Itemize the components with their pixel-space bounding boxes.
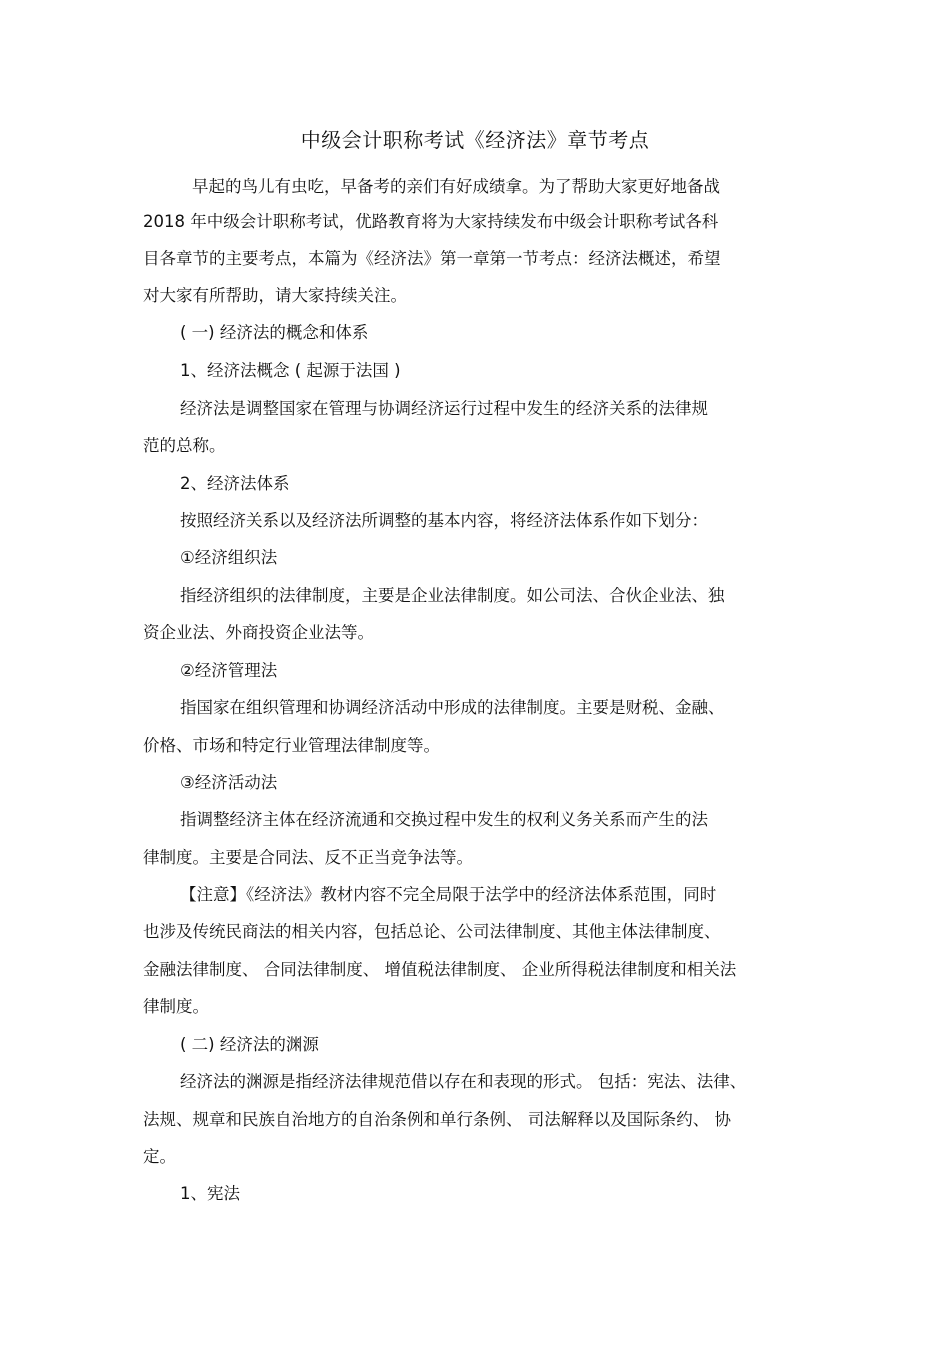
section-heading: ( 二) 经济法的渊源 xyxy=(180,1035,319,1054)
document-title: 中级会计职称考试《经济法》章节考点 xyxy=(300,128,650,152)
paragraph-line: 指经济组织的法律制度，主要是企业法律制度。如公司法、合伙企业法、独 xyxy=(180,586,725,605)
list-item-heading: ③经济活动法 xyxy=(180,773,278,792)
paragraph-line: 按照经济关系以及经济法所调整的基本内容，将经济法体系作如下划分： xyxy=(180,511,708,530)
paragraph-line: 范的总称。 xyxy=(143,436,226,455)
section-heading: ( 一) 经济法的概念和体系 xyxy=(180,323,369,342)
paragraph-line: 2018 年中级会计职称考试，优路教育将为大家持续发布中级会计职称考试各科 xyxy=(143,212,719,231)
paragraph-line: 经济法是调整国家在管理与协调经济运行过程中发生的经济关系的法律规 xyxy=(180,399,708,418)
paragraph-line: 价格、市场和特定行业管理法律制度等。 xyxy=(143,736,440,755)
paragraph-line: 经济法的渊源是指经济法律规范借以存在和表现的形式。 包括：宪法、法律、 xyxy=(180,1072,747,1091)
paragraph-line: 资企业法、外商投资企业法等。 xyxy=(143,623,374,642)
list-item-heading: ②经济管理法 xyxy=(180,661,278,680)
subsection-heading: 1、宪法 xyxy=(180,1184,240,1203)
paragraph-line: 指国家在组织管理和协调经济活动中形成的法律制度。主要是财税、金融、 xyxy=(180,698,725,717)
paragraph-line: 也涉及传统民商法的相关内容，包括总论、公司法律制度、其他主体法律制度、 xyxy=(143,922,721,941)
paragraph-line: 金融法律制度、 合同法律制度、 增值税法律制度、 企业所得税法律制度和相关法 xyxy=(143,960,737,979)
subsection-heading: 1、经济法概念 ( 起源于法国 ) xyxy=(180,361,401,380)
paragraph-line: 指调整经济主体在经济流通和交换过程中发生的权利义务关系而产生的法 xyxy=(180,810,708,829)
paragraph-line: 定。 xyxy=(143,1147,176,1166)
subsection-heading: 2、经济法体系 xyxy=(180,474,290,493)
paragraph-line: 目各章节的主要考点，本篇为《经济法》第一章第一节考点：经济法概述，希望 xyxy=(143,249,721,268)
note-line: 【注意】《经济法》教材内容不完全局限于法学中的经济法体系范围，同时 xyxy=(180,885,717,904)
list-item-heading: ①经济组织法 xyxy=(180,548,278,567)
paragraph-line: 早起的鸟儿有虫吃，早备考的亲们有好成绩拿。为了帮助大家更好地备战 xyxy=(192,177,720,196)
paragraph-line: 对大家有所帮助，请大家持续关注。 xyxy=(143,286,407,305)
paragraph-line: 律制度。 xyxy=(143,997,209,1016)
paragraph-line: 律制度。主要是合同法、反不正当竞争法等。 xyxy=(143,848,473,867)
paragraph-line: 法规、规章和民族自治地方的自治条例和单行条例、 司法解释以及国际条约、 协 xyxy=(143,1110,731,1129)
